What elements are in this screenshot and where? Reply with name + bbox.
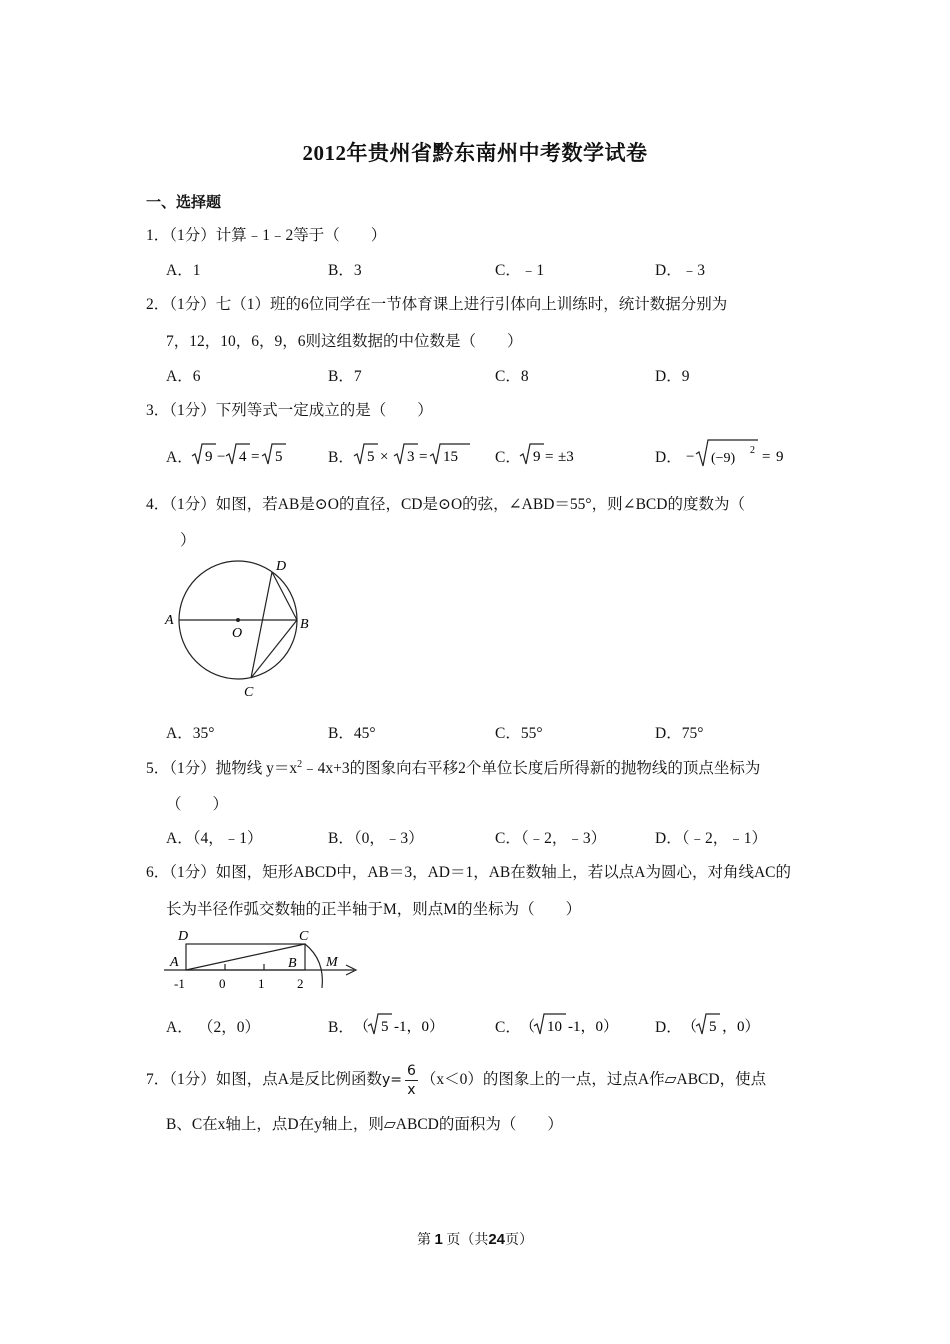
question-3-option-c-label: C． [495, 449, 521, 466]
q7-y-equals: y= [381, 1072, 402, 1089]
q7-numerator: 6 [406, 1063, 416, 1079]
question-1-option-d: D．﹣3 [655, 262, 705, 279]
q7-denominator: x [407, 1082, 416, 1098]
question-7-stem-line2: B、C在x轴上，点D在y轴上，则▱ABCD的面积为（ ） [166, 1116, 563, 1133]
segment-bc [251, 620, 297, 678]
question-2-option-d: D．9 [655, 368, 690, 385]
question-6-option-b-formula [354, 1010, 464, 1038]
page-title: 2012年贵州省黔东南州中考数学试卷 [302, 141, 648, 165]
svg-text:（: （ [354, 1019, 370, 1035]
svg-text:（: （ [682, 1019, 698, 1035]
label-b: B [300, 617, 309, 632]
question-6-option-d-formula [682, 1010, 782, 1038]
question-4-circle-figure [160, 552, 320, 702]
question-6-option-b-label: B． [328, 1019, 354, 1036]
q7-stem-post: （x＜0）的图象上的一点，过点A作▱ABCD，使点 [420, 1071, 767, 1089]
radicand-5: 5 [367, 449, 375, 465]
question-4-stem-line2: ） [180, 532, 196, 549]
svg-text:-1，0）: -1，0） [568, 1019, 618, 1035]
question-3-stem: 3．（1分）下列等式一定成立的是（ ） [146, 402, 433, 419]
label-m: M [326, 955, 338, 970]
question-3-option-a-formula [190, 440, 300, 468]
question-6-option-c-formula [520, 1010, 640, 1038]
q7-stem-pre: 7．（1分）如图，点A是反比例函数 [146, 1071, 382, 1089]
label-d: D [276, 559, 287, 574]
radicand-9: 9 [533, 449, 541, 465]
question-3-option-b-label: B． [328, 449, 354, 466]
center-point [236, 618, 240, 622]
tick-1: 1 [258, 976, 265, 991]
question-6-option-d-label: D． [655, 1019, 682, 1036]
arc-m [305, 944, 322, 988]
question-2-stem-line1: 2．（1分）七（1）班的6位同学在一节体育课上进行引体向上训练时，统计数据分别为 [146, 296, 728, 313]
section-heading: 一、选择题 [146, 195, 222, 211]
question-3-option-b-formula [352, 440, 477, 468]
question-4-option-d: D．75° [655, 725, 704, 742]
question-6-stem-line1: 6．（1分）如图，矩形ABCD中，AB＝3，AD＝1，AB在数轴上，若以点A为圆心，对角线AC的 [146, 864, 791, 881]
question-6-option-a-label: A． [166, 1019, 193, 1036]
radicand-3: 3 [407, 449, 415, 465]
tick-neg1: -1 [174, 976, 185, 991]
svg-text:−: − [217, 449, 226, 465]
q5-stem-pre: 5．（1分）抛物线 y＝x [146, 760, 298, 777]
question-1-stem: 1．（1分）计算﹣1﹣2等于（ ） [146, 227, 387, 244]
question-6-number-line-figure [160, 924, 370, 994]
radicand-15: 15 [443, 449, 458, 465]
question-4-option-c: C．55° [495, 725, 543, 742]
footer-page-number: 1 [434, 1231, 443, 1248]
chord-dc [251, 572, 272, 678]
radicand-5: 5 [709, 1019, 717, 1035]
question-3-option-d-label: D． [655, 449, 682, 466]
q7-fraction [405, 1062, 418, 1099]
radicand-10: 10 [547, 1019, 562, 1035]
question-1-option-c: C．﹣1 [495, 262, 545, 279]
tick-0: 0 [219, 976, 226, 991]
q5-exponent: 2 [297, 758, 303, 770]
svg-text:×: × [380, 449, 389, 465]
q5-stem-post: ﹣4x+3的图象向右平移2个单位长度后所得新的抛物线的顶点坐标为 [302, 760, 761, 777]
exponent-2: 2 [750, 445, 755, 456]
question-4-option-a: A．35° [166, 725, 215, 742]
radicand-5: 5 [381, 1019, 389, 1035]
tick-2: 2 [297, 976, 304, 991]
svg-text:=: = [419, 449, 428, 465]
footer-pre: 第 [416, 1233, 431, 1248]
radicand-9: 9 [205, 449, 213, 465]
label-a: A [170, 955, 179, 970]
footer-total-pages: 24 [488, 1231, 506, 1248]
question-3-option-c-formula [518, 440, 608, 468]
page-footer [0, 1229, 950, 1249]
question-3-option-a-label: A． [166, 449, 193, 466]
segment-db [272, 572, 297, 620]
question-2-option-c: C．8 [495, 368, 529, 385]
question-7-stem-line1 [146, 1062, 766, 1099]
question-2-stem-line2: 7，12，10，6，9，6则这组数据的中位数是（ ） [166, 333, 523, 350]
question-1-option-a: A．1 [166, 262, 201, 279]
label-a: A [165, 613, 174, 628]
question-2-option-a: A．6 [166, 368, 201, 385]
svg-text:（: （ [520, 1019, 536, 1035]
footer-mid: 页（共 [446, 1233, 489, 1248]
question-5-option-c: C．（﹣2，﹣3） [495, 830, 607, 847]
question-5-option-a: A．（4，﹣1） [166, 830, 263, 847]
svg-text:，0）: ，0） [722, 1019, 760, 1035]
question-6-option-c-label: C． [495, 1019, 521, 1036]
question-2-option-b: B．7 [328, 368, 362, 385]
plus-minus-3: ±3 [558, 449, 574, 465]
svg-text:=: = [545, 449, 554, 465]
question-5-option-b: B．（0，﹣3） [328, 830, 424, 847]
question-3-option-d-formula [684, 436, 794, 470]
question-4-option-b: B．45° [328, 725, 376, 742]
question-1-option-b: B．3 [328, 262, 362, 279]
label-c: C [244, 685, 254, 700]
question-6-stem-line2: 长为半径作弧交数轴的正半轴于M，则点M的坐标为（ ） [166, 901, 582, 918]
svg-text:-1，0）: -1，0） [394, 1019, 444, 1035]
label-c: C [299, 929, 309, 944]
footer-post: 页） [505, 1233, 534, 1248]
question-5-stem-line2: （ ） [166, 796, 229, 813]
question-5-option-d: D．（﹣2，﹣1） [655, 830, 767, 847]
radicand-5: 5 [275, 449, 283, 465]
svg-text:−: − [686, 449, 695, 465]
question-4-stem-line1: 4．（1分）如图，若AB是⊙O的直径，CD是⊙O的弦，∠ABD＝55°，则∠BCD的度数为（ [146, 496, 745, 513]
svg-text:=: = [251, 449, 260, 465]
label-o: O [232, 626, 243, 641]
svg-text:=: = [762, 449, 771, 465]
label-b: B [288, 956, 297, 971]
label-d: D [178, 929, 189, 944]
question-6-option-a: （2，0） [198, 1019, 261, 1036]
radicand-4: 4 [239, 449, 247, 465]
radicand-neg9: (−9) [711, 451, 736, 466]
result-9: 9 [776, 449, 784, 465]
question-5-stem-line1 [146, 756, 760, 778]
